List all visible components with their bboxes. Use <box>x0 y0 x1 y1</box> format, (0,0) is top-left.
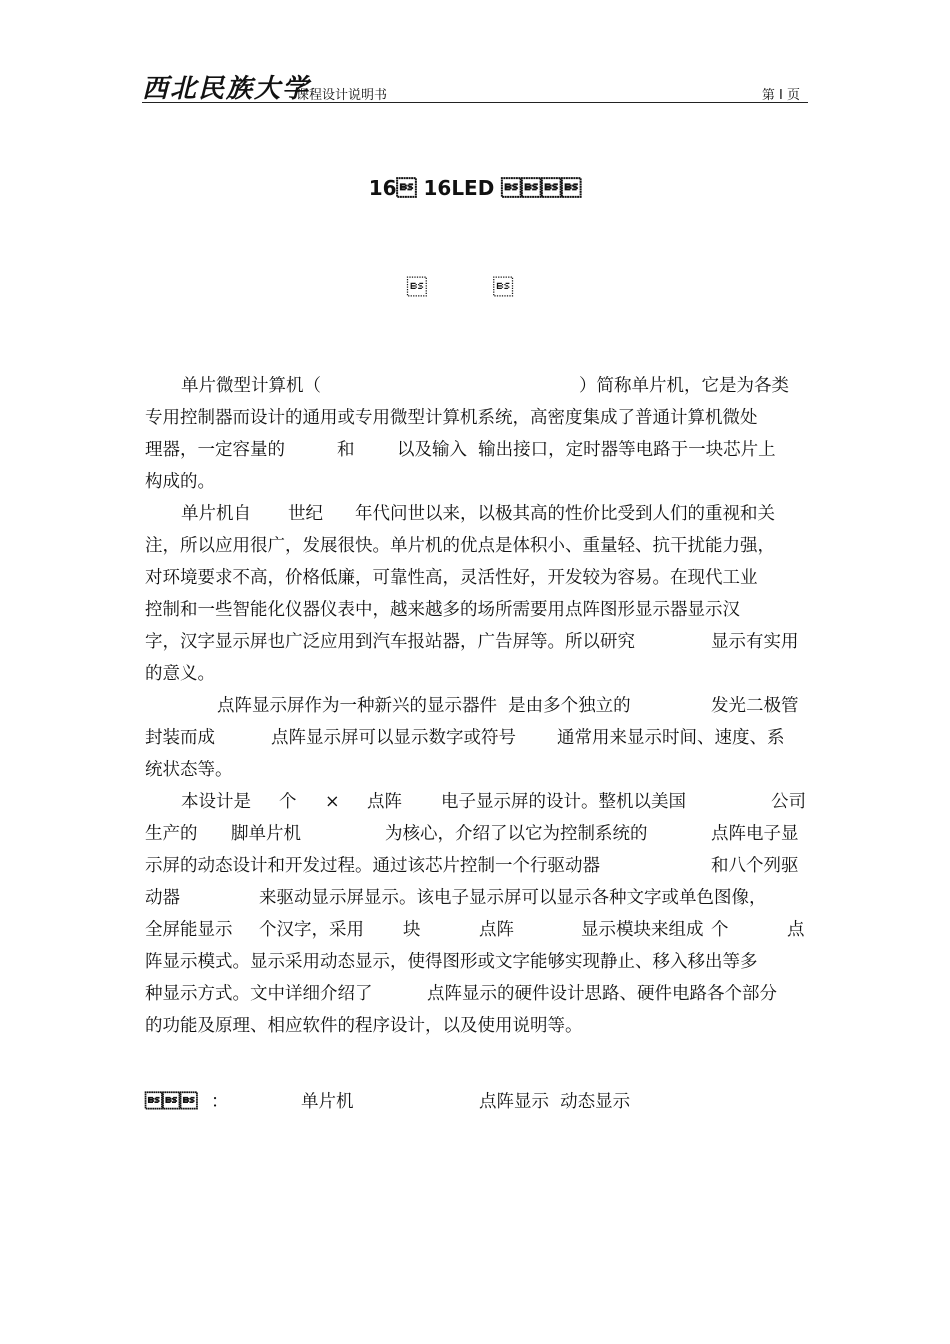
body-line <box>145 402 807 434</box>
body-line <box>145 754 807 786</box>
body-line <box>145 850 807 882</box>
text-run: 显示模块来组成 <box>581 920 704 940</box>
page-header <box>142 68 808 103</box>
document-subtitle: 课程设计说明书 <box>296 88 388 103</box>
text-run: 个 <box>711 920 729 940</box>
document-title: 16 16LED  <box>368 176 582 200</box>
body-line <box>145 1010 807 1042</box>
text-run: 以及输入 输出接口，定时器等电路于一块芯片上 <box>397 440 776 460</box>
text-run: 的功能及原理、相应软件的程序设计，以及使用说明等。 <box>145 1016 583 1036</box>
text-run: 和 <box>337 440 355 460</box>
text-run: 控制和一些智能化仪器仪表中，越来越多的场所需要用点阵图形显示器显示汉 <box>145 600 740 620</box>
text-run: 种显示方式。文中详细介绍了 <box>145 984 373 1004</box>
text-run: 构成的。 <box>145 472 215 492</box>
text-run: 点阵显示屏作为一种新兴的显示器件 是由多个独立的 <box>217 696 631 716</box>
page-number: 第 I 页 <box>761 88 800 103</box>
university-logo: 西北民族大学 <box>142 74 311 104</box>
keywords-colon: ： <box>211 1092 229 1112</box>
text-run: 阵显示模式。显示采用动态显示，使得图形或文字能够实现静止、移入移出等多 <box>145 952 758 972</box>
body-line <box>145 594 807 626</box>
body-line <box>145 882 807 914</box>
body-line <box>145 498 807 530</box>
text-run: 通常用来显示时间、速度、系 <box>557 728 785 748</box>
text-run: 统状态等。 <box>145 760 233 780</box>
text-run: 生产的 <box>145 824 198 844</box>
text-run: 为核心，介绍了以它为控制系统的 <box>385 824 648 844</box>
text-run: 显示有实用 <box>711 632 799 652</box>
text-run: 注，所以应用很广，发展很快。单片机的优点是体积小、重量轻、抗干扰能力强， <box>145 536 775 556</box>
text-run: 点阵电子显 <box>711 824 799 844</box>
keyword-item: 点阵显示 动态显示 <box>479 1092 631 1112</box>
body-line <box>145 722 807 754</box>
text-run: 点阵 <box>367 792 402 812</box>
text-run: 示屏的动态设计和开发过程。通过该芯片控制一个行驱动器 <box>145 856 600 876</box>
text-run: 单片微型计算机（ <box>181 376 321 396</box>
text-run: 个汉字，采用 <box>259 920 364 940</box>
text-run: 脚单片机 <box>231 824 301 844</box>
text-run: 的意义。 <box>145 664 215 684</box>
body-line <box>145 818 807 850</box>
body-line <box>145 562 807 594</box>
text-run: 动器 <box>145 888 180 908</box>
text-run: 全屏能显示 <box>145 920 233 940</box>
body-line <box>145 626 807 658</box>
text-run: 发光二极管 <box>711 696 799 716</box>
keywords-line <box>145 1086 807 1118</box>
text-run: 封装而成 <box>145 728 215 748</box>
text-run: 年代问世以来，以极其高的性价比受到人们的重视和关 <box>355 504 775 524</box>
body-line <box>145 658 807 690</box>
text-run: 本设计是 <box>181 792 251 812</box>
text-run: 理器，一定容量的 <box>145 440 285 460</box>
text-run: ）简称单片机，它是为各类 <box>579 376 789 396</box>
body-line <box>145 466 807 498</box>
text-run: 对环境要求不高，价格低廉，可靠性高，灵活性好，开发较为容易。在现代工业 <box>145 568 758 588</box>
keyword-item: 单片机 <box>301 1092 354 1112</box>
text-run: 点阵显示的硬件设计思路、硬件电路各个部分 <box>427 984 777 1004</box>
body-line <box>145 946 807 978</box>
text-run: × <box>325 792 340 812</box>
body-line <box>145 530 807 562</box>
text-run: 世纪 <box>288 504 323 524</box>
text-run: 个 <box>279 792 297 812</box>
text-run: 公司 <box>771 792 806 812</box>
body-line <box>145 434 807 466</box>
text-run: 点阵 <box>479 920 514 940</box>
text-run: 单片机自 <box>181 504 251 524</box>
abstract-heading:   <box>406 275 544 299</box>
text-run: 来驱动显示屏显示。该电子显示屏可以显示各种文字或单色图像， <box>259 888 767 908</box>
body-line <box>145 370 807 402</box>
text-run: 专用控制器而设计的通用或专用微型计算机系统，高密度集成了普通计算机微处 <box>145 408 758 428</box>
text-run: 和八个列驱 <box>711 856 799 876</box>
text-run: 点阵显示屏可以显示数字或符号 <box>271 728 516 748</box>
body-line <box>145 914 807 946</box>
body-line <box>145 786 807 818</box>
body-line <box>145 690 807 722</box>
text-run: 块 <box>403 920 421 940</box>
text-run: 电子显示屏的设计。整机以美国 <box>441 792 686 812</box>
text-run: 点 <box>787 920 805 940</box>
keywords-label:  <box>145 1092 198 1112</box>
abstract-body <box>145 370 807 1042</box>
body-line <box>145 978 807 1010</box>
text-run: 字，汉字显示屏也广泛应用到汽车报站器，广告屏等。所以研究 <box>145 632 635 652</box>
